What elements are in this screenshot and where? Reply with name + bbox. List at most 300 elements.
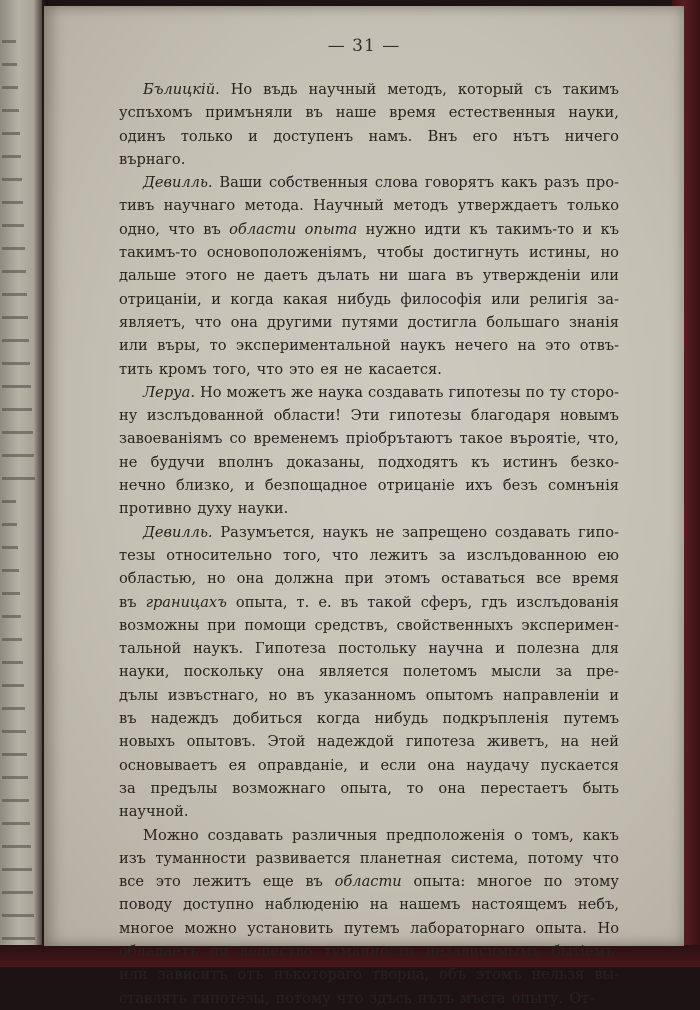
word: науки,: [568, 104, 619, 122]
text-line: [119, 917, 619, 940]
left-page-text-trace: [2, 408, 32, 411]
left-page-text-trace: [2, 684, 24, 687]
word: Гипотеза: [254, 640, 327, 658]
word: за: [438, 546, 456, 564]
word: зависитъ: [157, 966, 228, 984]
left-page-text-trace: [2, 638, 22, 641]
word: лабораторнаго: [410, 919, 525, 937]
word: гипотезы: [389, 407, 462, 425]
speaker-name: Леруа.: [143, 383, 195, 401]
speaker-name: Бълицкій.: [143, 81, 220, 98]
word: подкръпленія: [442, 710, 550, 728]
word: идти: [424, 220, 461, 238]
left-page-text-trace: [2, 155, 21, 158]
word: сомнънія: [548, 477, 619, 495]
speaker-name: Девилль.: [143, 174, 213, 192]
word: поскольку: [183, 663, 264, 681]
word: различныя: [292, 826, 378, 844]
word: лежитъ: [369, 546, 428, 564]
word: при: [344, 570, 374, 588]
text-line: [119, 637, 619, 660]
text-line: [119, 311, 619, 334]
word: научна: [428, 640, 484, 658]
word: добиться: [232, 710, 303, 728]
word: методъ: [393, 197, 449, 215]
text-line: [119, 893, 619, 916]
word: о: [513, 826, 523, 844]
word: области!: [273, 407, 341, 425]
word: Научный: [313, 197, 384, 215]
word: по: [543, 873, 563, 891]
word: разъ: [544, 174, 580, 192]
word: ея: [320, 360, 339, 378]
word: для: [591, 640, 619, 658]
word: запрещено: [401, 523, 488, 541]
word: указанномъ: [324, 686, 416, 704]
word: оправданіе,: [257, 756, 348, 774]
left-page-text-trace: [2, 40, 16, 43]
word: наукъ: [322, 523, 368, 541]
word: безко-: [570, 453, 619, 471]
word: то: [406, 779, 424, 797]
word: гипотезы: [448, 383, 521, 401]
word: путями: [341, 313, 399, 331]
word: многое: [119, 919, 174, 937]
word: она: [230, 313, 258, 331]
word: какъ: [501, 174, 538, 192]
word: дълы: [119, 686, 159, 704]
text-line: [119, 334, 619, 357]
word: безъ: [502, 477, 538, 495]
word: ну: [119, 407, 138, 425]
text-line: [119, 241, 619, 264]
word: опытовъ.: [186, 733, 256, 751]
word: небъ,: [577, 896, 619, 914]
text-line: [119, 404, 619, 427]
left-page-text-trace: [2, 293, 27, 296]
word: время: [389, 104, 436, 122]
word: Но: [199, 383, 222, 401]
word: перестаетъ: [480, 779, 568, 797]
word: или: [491, 290, 521, 308]
word: что: [336, 989, 364, 1007]
left-page-text-trace: [2, 339, 29, 342]
word: шага: [407, 267, 447, 285]
word: не: [375, 523, 395, 541]
word: и: [244, 477, 255, 495]
text-line: [119, 707, 619, 730]
word: одинъ: [119, 127, 166, 145]
word: научной.: [119, 803, 189, 821]
word: извъстнаго,: [167, 686, 259, 704]
word: области: [229, 220, 297, 238]
word: въ: [340, 593, 359, 611]
word: ли: [209, 942, 229, 960]
word: по: [525, 383, 545, 401]
word: обладаетъ: [119, 942, 199, 960]
word: такимъ-то: [496, 220, 575, 238]
word: потому: [527, 849, 584, 867]
word: нибудь: [337, 290, 392, 308]
left-page-text-trace: [2, 891, 33, 894]
word: методъ,: [387, 81, 447, 98]
word: и: [582, 220, 593, 238]
word: надеждъ: [150, 710, 219, 728]
page-number: — 31 —: [327, 36, 401, 56]
word: завоеваніямъ: [119, 430, 223, 448]
word: Можно: [143, 826, 199, 844]
word: можно: [184, 919, 237, 937]
word: возможнаго: [232, 779, 326, 797]
word: мысли: [491, 663, 542, 681]
word: только: [567, 197, 619, 215]
left-page-text-trace: [2, 270, 26, 273]
text-line: [119, 824, 619, 847]
word: быть: [582, 779, 619, 797]
word: наукъ: [400, 337, 446, 355]
word: ту: [549, 383, 566, 401]
word: достигнуть: [433, 244, 520, 262]
word: того,: [212, 360, 251, 378]
word: Этой: [267, 733, 306, 751]
word: пускается: [540, 756, 619, 774]
word: опыта: [304, 220, 358, 238]
word: опыта,: [340, 779, 392, 797]
text-line: [119, 288, 619, 311]
word: ничего: [564, 127, 619, 145]
left-page-text-trace: [2, 661, 23, 664]
word: средствъ,: [314, 616, 389, 634]
word: такое: [459, 430, 503, 448]
word: нибудь: [374, 710, 429, 728]
left-page-text-trace: [2, 247, 25, 250]
word: при: [207, 616, 236, 634]
left-page-text-trace: [2, 178, 22, 181]
word: тальной: [119, 640, 182, 658]
word: нечно: [119, 477, 166, 495]
word: этому: [574, 873, 619, 891]
word: ихъ: [465, 477, 493, 495]
word: изслъдованною: [466, 546, 587, 564]
word: это: [289, 360, 315, 378]
left-page-text-trace: [2, 569, 19, 572]
left-page-text-trace: [2, 615, 21, 618]
word: еще: [262, 873, 294, 891]
text-line: [119, 777, 619, 800]
word: дальше: [119, 267, 177, 285]
word: будучи: [150, 453, 205, 471]
word: Ваши: [219, 174, 263, 192]
word: помощи: [244, 616, 307, 634]
left-page-text-trace: [2, 63, 17, 66]
word: объ: [439, 966, 466, 984]
word: не: [344, 360, 363, 378]
word: свойственныхъ: [396, 616, 514, 634]
word: и: [495, 640, 506, 658]
word: являетъ,: [119, 313, 186, 331]
word: науки.: [237, 500, 289, 518]
word: постольку: [338, 640, 417, 658]
word: и: [248, 127, 258, 145]
word: къ: [600, 220, 619, 238]
text-line: [119, 544, 619, 567]
left-page-text-trace: [2, 707, 25, 710]
word: создавать: [367, 383, 444, 401]
word: опыта,: [235, 593, 288, 611]
word: это: [155, 873, 181, 891]
word: въ: [296, 686, 315, 704]
word: опыту.: [511, 989, 564, 1007]
word: противно: [119, 500, 192, 518]
word: успъхомъ: [119, 104, 193, 122]
word: который: [457, 81, 524, 98]
text-line: [119, 427, 619, 450]
word: естественныя: [448, 104, 556, 122]
word: духу: [197, 500, 232, 518]
word: пріобрътаютъ: [345, 430, 453, 448]
word: можетъ: [226, 383, 287, 401]
left-page-text-trace: [2, 500, 16, 503]
word: Но: [230, 81, 253, 98]
word: если: [380, 756, 417, 774]
word: знанія: [568, 313, 619, 331]
text-line: [119, 497, 619, 520]
word: является: [318, 663, 389, 681]
left-page-text-trace: [2, 776, 28, 779]
word: върнаго.: [119, 150, 186, 168]
word: доступенъ: [273, 127, 354, 145]
word: е.: [318, 593, 332, 611]
word: достигла: [407, 313, 477, 331]
word: и: [609, 686, 619, 704]
word: система,: [450, 849, 519, 867]
word: тить: [119, 360, 153, 378]
word: и: [211, 290, 221, 308]
text-line: [119, 754, 619, 777]
word: нътъ: [417, 989, 455, 1007]
word: возможны: [119, 616, 199, 634]
left-page-text-trace: [2, 477, 35, 480]
word: временемъ: [253, 430, 339, 448]
word: метода.: [244, 197, 304, 215]
word: въ: [119, 593, 137, 611]
word: пре-: [586, 663, 619, 681]
word: опытомъ: [425, 686, 494, 704]
word: экспериментальной: [235, 337, 391, 355]
word: слова: [374, 174, 419, 192]
word: къ: [469, 220, 488, 238]
word: туманности: [155, 849, 247, 867]
word: т.: [296, 593, 310, 611]
word: ею: [597, 546, 619, 564]
word: она: [438, 779, 466, 797]
left-page-text-trace: [2, 224, 24, 227]
word: поводу: [119, 896, 173, 914]
word: творца,: [371, 966, 430, 984]
word: полетомъ: [403, 663, 477, 681]
word: установить: [247, 919, 334, 937]
left-page-text-trace: [2, 86, 18, 89]
word: вы-: [594, 966, 619, 984]
left-page-text-trace: [2, 385, 31, 388]
word: направленіи: [503, 686, 600, 704]
word: создавать: [494, 523, 571, 541]
word: основоположеніямъ,: [206, 244, 367, 262]
word: въры,: [157, 337, 201, 355]
word: сферъ,: [420, 593, 473, 611]
word: въ: [305, 873, 323, 891]
word: нечего: [454, 337, 509, 355]
left-page-text-trace: [2, 431, 33, 434]
word: научный: [308, 81, 377, 98]
word: бытіемъ,: [551, 942, 619, 960]
text-line: [119, 800, 619, 823]
word: нужно: [365, 220, 416, 238]
word: истинъ: [502, 453, 558, 471]
word: но: [268, 686, 288, 704]
word: предълы: [150, 779, 218, 797]
word: Разумъется,: [220, 523, 315, 541]
word: отъ: [237, 966, 264, 984]
text-line: [119, 125, 619, 148]
word: эксперимен-: [521, 616, 619, 634]
word: это: [545, 337, 571, 355]
text-line: [119, 451, 619, 474]
word: многое: [477, 873, 532, 891]
word: она: [277, 663, 305, 681]
word: про-: [586, 174, 619, 192]
text-line: [119, 78, 619, 101]
word: кромъ: [158, 360, 207, 378]
text-line: [119, 194, 619, 217]
text-line: [119, 730, 619, 753]
word: научнаго: [163, 197, 236, 215]
word: создавать: [207, 826, 284, 844]
word: туманности: [323, 942, 415, 960]
word: намъ.: [368, 127, 413, 145]
word: ни: [378, 267, 399, 285]
word: къ: [471, 453, 490, 471]
page-text: [119, 78, 619, 1010]
word: все: [536, 570, 562, 588]
word: мъста: [460, 989, 506, 1007]
word: въ: [305, 104, 323, 122]
left-page-text-trace: [2, 454, 34, 457]
word: говорятъ: [424, 174, 495, 192]
word: въ: [203, 220, 221, 238]
word: то: [209, 337, 227, 355]
word: Эти: [350, 407, 380, 425]
word: предположенія: [386, 826, 506, 844]
speaker-name: Девилль.: [143, 523, 213, 541]
word: на: [517, 337, 536, 355]
word: Но: [597, 919, 619, 937]
word: здъсь: [369, 989, 412, 1007]
word: за: [119, 779, 136, 797]
word: границахъ: [145, 593, 227, 611]
left-page-text-trace: [2, 937, 35, 940]
word: основываетъ: [119, 756, 218, 774]
word: гипотеза: [405, 733, 476, 751]
word: какая: [282, 290, 328, 308]
word: чтобы: [376, 244, 424, 262]
word: же: [291, 383, 314, 401]
word: что,: [587, 430, 619, 448]
left-page-text-trace: [2, 845, 31, 848]
word: въроятіе,: [509, 430, 581, 448]
word: нашемъ: [399, 896, 461, 914]
word: на: [560, 733, 580, 751]
word: его: [472, 127, 498, 145]
word: ней: [590, 733, 619, 751]
book-page: [44, 6, 684, 1007]
left-page-text-trace: [2, 592, 20, 595]
word: такимъ-то: [119, 244, 198, 262]
word: только: [180, 127, 233, 145]
text-line: [119, 987, 619, 1010]
word: относительно: [166, 546, 273, 564]
text-line: [119, 381, 619, 404]
word: отрицаніи,: [119, 290, 202, 308]
word: не: [236, 267, 255, 285]
word: того,: [283, 546, 321, 564]
word: философія: [400, 290, 482, 308]
word: доказаны,: [286, 453, 365, 471]
word: области: [334, 873, 402, 891]
word: тивъ: [119, 197, 155, 215]
word: лежитъ: [192, 873, 251, 891]
word: даетъ: [264, 267, 308, 285]
text-line: [119, 963, 619, 986]
left-page-text-trace: [2, 362, 30, 365]
text-line: [119, 591, 619, 614]
word: другими: [267, 313, 333, 331]
word: или: [119, 966, 148, 984]
left-page-text-trace: [2, 109, 19, 112]
word: время: [572, 570, 619, 588]
word: изслъдованной: [146, 407, 264, 425]
text-line: [119, 870, 619, 893]
word: развивается: [255, 849, 351, 867]
word: Внъ: [427, 127, 458, 145]
word: вполнъ: [218, 453, 274, 471]
word: надеждой: [317, 733, 395, 751]
word: въ: [119, 710, 137, 728]
word: что: [256, 360, 284, 378]
word: за: [555, 663, 573, 681]
word: планетная: [359, 849, 442, 867]
left-page-text-trace: [2, 316, 28, 319]
word: подходятъ: [377, 453, 458, 471]
word: путемъ: [343, 919, 400, 937]
word: что: [331, 546, 359, 564]
word: тезы: [119, 546, 156, 564]
text-line: [119, 940, 619, 963]
word: потому: [275, 989, 331, 1007]
word: не: [119, 453, 138, 471]
word: путемъ: [563, 710, 619, 728]
word: гипотезы,: [192, 989, 270, 1007]
word: нельзя: [531, 966, 585, 984]
word: доступно: [183, 896, 254, 914]
word: наудачу: [466, 756, 530, 774]
word: опыта:: [413, 873, 466, 891]
word: утвержденіи: [482, 267, 581, 285]
left-page-text-trace: [2, 132, 20, 135]
word: но: [600, 244, 619, 262]
word: одно,: [119, 220, 160, 238]
word: безпощадное: [264, 477, 368, 495]
